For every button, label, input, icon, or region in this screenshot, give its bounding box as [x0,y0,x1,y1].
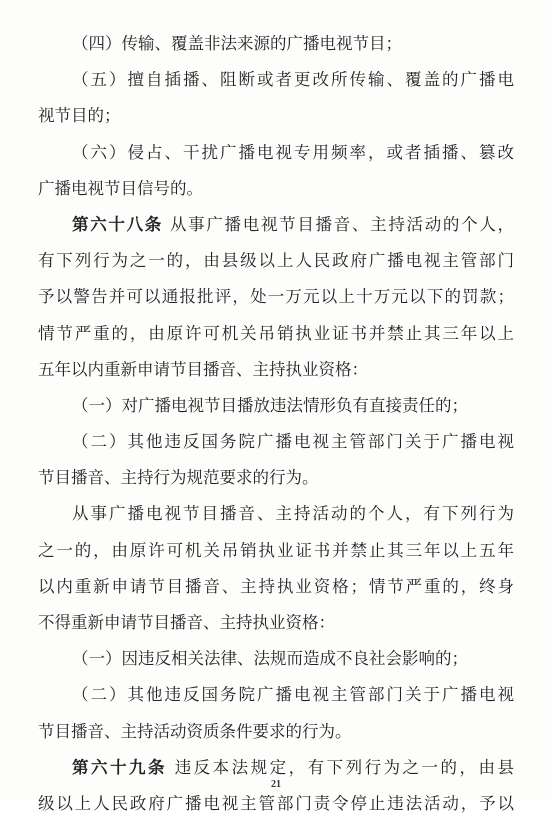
clause-5-line-2: 视节目的； [38,106,121,126]
article-68-para-2-line-4: 不得重新申请节目播音、主持执业资格： [38,613,335,632]
article-68-para-2-item-1: （一）因违反相关法律、法规而造成不良社会影响的； [72,649,468,669]
article-68-line-5: 五年以内重新申请节目播音、主持执业资格： [38,359,368,379]
article-68-line-1: 第六十八条 从事广播电视节目播音、主持活动的个人， [72,214,514,234]
document-body [38,26,514,822]
article-68-line-3: 予以警告并可以通报批评，处一万元以上十万元以下的罚款； [38,287,514,307]
article-68-para-2-line-2: 之一的，由原许可机关吊销执业证书并禁止其三年以上五年 [38,540,514,560]
article-68-item-1: （一）对广播电视节目播放违法情形负有直接责任的； [72,395,468,415]
clause-4: （四）传输、覆盖非法来源的广播电视节目； [72,34,402,53]
article-69-heading: 第六十九条 [72,757,167,777]
article-68-para-2-line-1: 从事广播电视节目播音、主持活动的个人，有下列行为 [72,504,514,524]
article-68-para-2-item-2-line-2: 节目播音、主持活动资质条件要求的行为。 [38,721,352,741]
article-68-item-2-line-2: 节目播音、主持行为规范要求的行为。 [38,468,319,488]
article-68-line-4: 情节严重的，由原许可机关吊销执业证书并禁止其三年以上 [38,323,514,343]
clause-6-line-1: （六）侵占、干扰广播电视专用频率，或者插播、篡改 [72,142,514,162]
article-69-line-2: 级以上人民政府广播电视主管部门责令停止违法活动，予以 [38,793,514,813]
article-68-line-2: 有下列行为之一的，由县级以上人民政府广播电视主管部门 [38,251,514,271]
page-number: 21 [271,779,281,790]
clause-6-line-2: 广播电视节目信号的。 [38,178,203,198]
clause-5-line-1: （五）擅自插播、阻断或者更改所传输、覆盖的广播电 [72,70,514,90]
article-68-item-2-line-1: （二）其他违反国务院广播电视主管部门关于广播电视 [72,432,514,452]
article-69-line-1: 第六十九条 违反本法规定，有下列行为之一的，由县 [72,757,514,777]
article-68-para-2-line-3: 以内重新申请节目播音、主持执业资格；情节严重的，终身 [38,576,514,596]
article-68-para-2-item-2-line-1: （二）其他违反国务院广播电视主管部门关于广播电视 [72,685,514,705]
article-68-heading: 第六十八条 [72,214,163,234]
